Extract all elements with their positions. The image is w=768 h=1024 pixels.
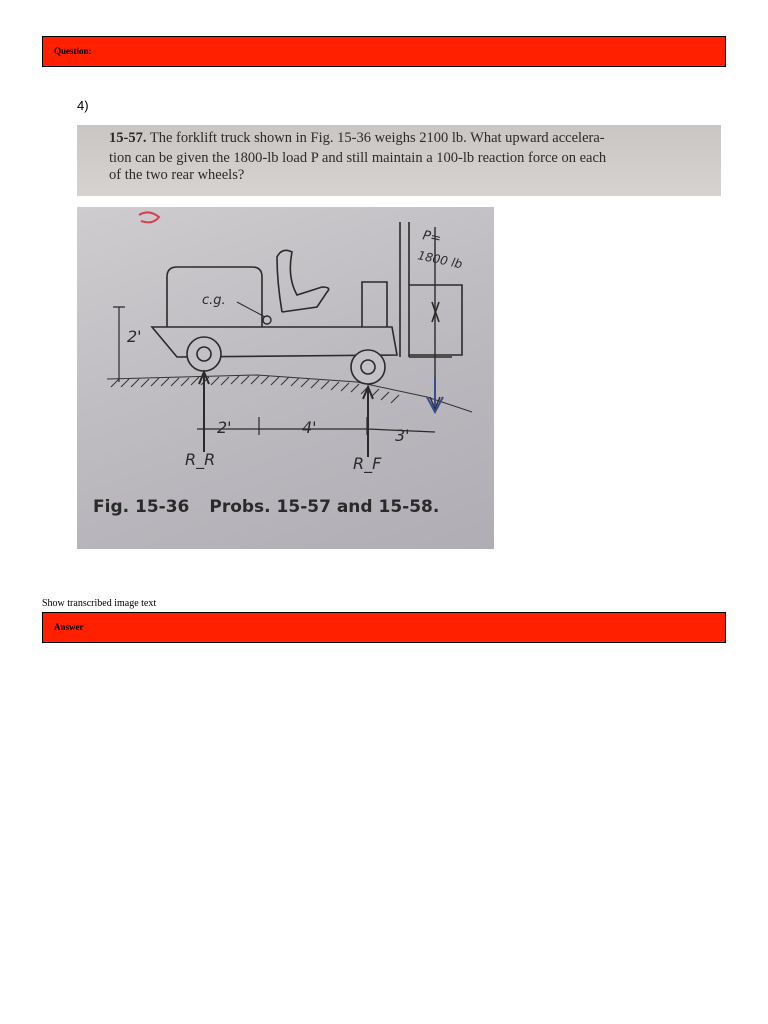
question-header-bar	[42, 36, 726, 67]
handwritten-arrow	[427, 377, 443, 412]
truck-body	[152, 222, 462, 357]
cg-label: c.g.	[202, 293, 226, 308]
ground-hatch	[107, 375, 472, 412]
figure-caption	[93, 497, 439, 517]
caption-fig: Fig. 15-36	[93, 497, 190, 517]
height-label: 2'	[127, 327, 142, 346]
dim-label-2: 4'	[302, 418, 317, 437]
problem-number: 15-57.	[109, 130, 147, 146]
show-transcribed-link[interactable]: Show transcribed image text	[42, 598, 157, 609]
pen-mark	[139, 212, 159, 222]
front-reaction-arrow	[363, 387, 373, 457]
load-label: P=	[421, 228, 443, 247]
question-number: 4)	[77, 98, 89, 113]
problem-line-1	[109, 130, 605, 147]
question-header-label: Question:	[54, 46, 92, 56]
height-dimension	[113, 307, 125, 382]
forklift-figure-photo	[77, 207, 494, 549]
problem-line-3: of the two rear wheels?	[109, 167, 245, 183]
caption-probs: Probs. 15-57 and 15-58.	[209, 497, 440, 517]
problem-text-photo	[77, 125, 721, 196]
cg-leader	[237, 302, 265, 317]
rear-reaction-label: R_R	[185, 450, 216, 469]
load-value: 1800 lb	[416, 248, 464, 272]
dim-label-1: 2'	[217, 418, 232, 437]
cg-marker	[263, 316, 271, 324]
front-reaction-label: R_F	[353, 454, 382, 473]
dim-label-3: 3'	[395, 426, 410, 445]
problem-line-1-text: The forklift truck shown in Fig. 15-36 weighs 2100 lb. What upward accelera-	[149, 130, 605, 146]
problem-line-2: tion can be given the 1800-lb load P and still maintain a 100-lb reaction force on each	[109, 150, 607, 166]
rear-reaction-arrow	[199, 372, 209, 452]
answer-header-label: Answer	[54, 622, 84, 632]
answer-header-bar	[42, 612, 726, 643]
